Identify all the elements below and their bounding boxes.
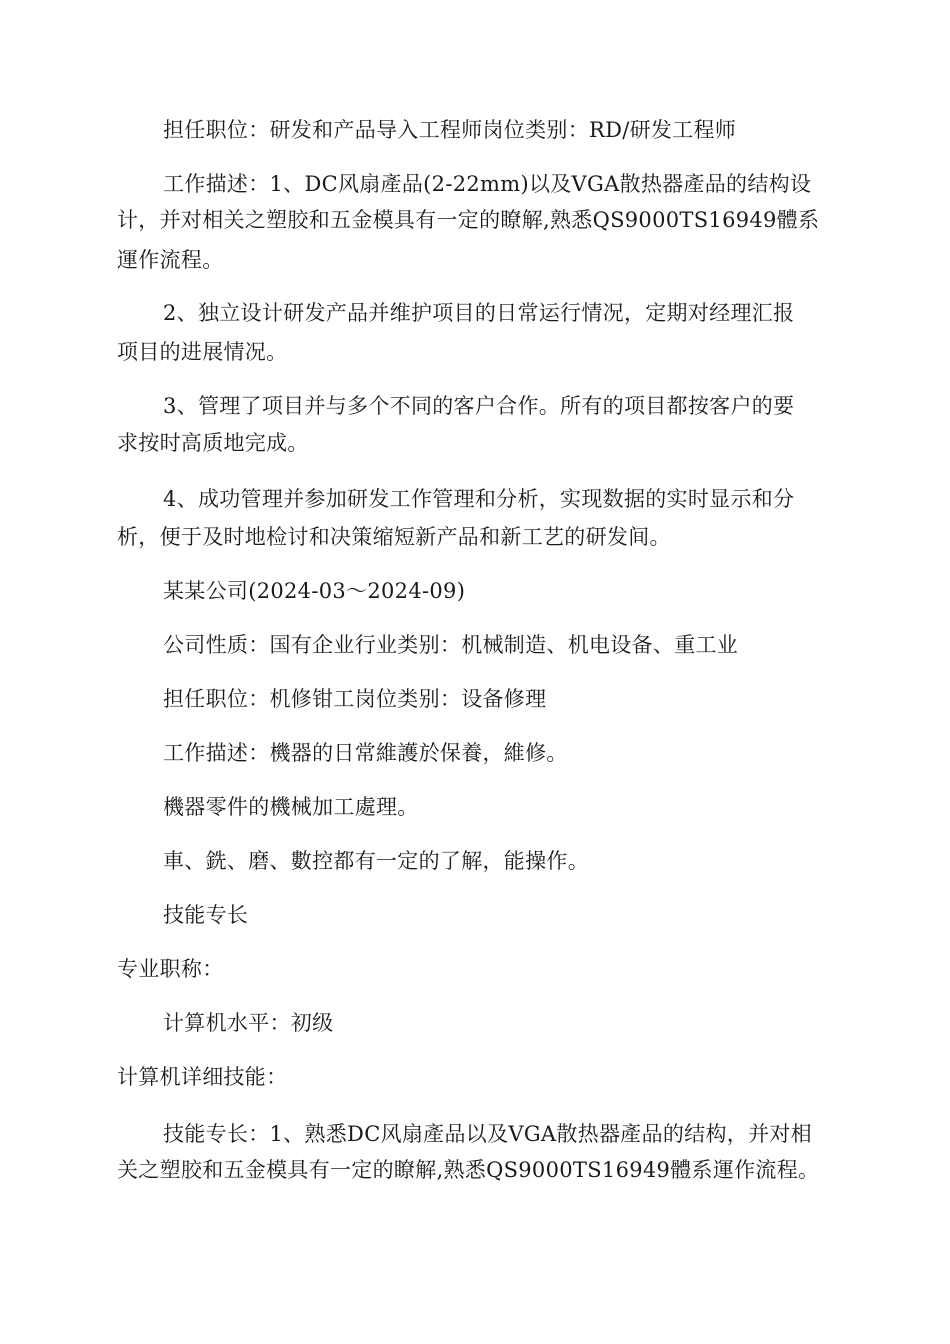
job-position-line-2: 担任职位：机修钳工岗位类别：设备修理 — [163, 687, 547, 711]
job-position-line: 担任职位：研发和产品导入工程师岗位类别：RD/研发工程师 — [163, 118, 737, 142]
professional-title-line: 专业职称： — [117, 957, 224, 981]
duty-2-line-2: 项目的进展情况。 — [117, 340, 288, 364]
job-description-line-2: 计，并对相关之塑胶和五金模具有一定的瞭解,熟悉QS9000TS16949體系 — [117, 208, 820, 232]
job-description-line-1: 工作描述：1、DC风扇產品(2-22mm)以及VGA散热器產品的结构设 — [163, 172, 812, 196]
duty-4-line-2: 析，便于及时地检讨和决策缩短新产品和新工艺的研发间。 — [117, 525, 671, 549]
company-line: 某某公司(2024-03～2024-09) — [163, 579, 466, 603]
computer-level-line: 计算机水平：初级 — [163, 1011, 334, 1035]
duty-2-line-1: 2、独立设计研发产品并维护项目的日常运行情况，定期对经理汇报 — [163, 301, 795, 325]
job-description-line-3: 運作流程。 — [117, 248, 224, 272]
machining-line: 機器零件的機械加工處理。 — [163, 795, 419, 819]
skills-detail-line-2: 关之塑胶和五金模具有一定的瞭解,熟悉QS9000TS16949體系運作流程。 — [117, 1158, 820, 1182]
duty-3-line-1: 3、管理了项目并与多个不同的客户合作。所有的项目都按客户的要 — [163, 394, 795, 418]
computer-skills-line: 计算机详细技能： — [117, 1065, 288, 1089]
duty-3-line-2: 求按时高质地完成。 — [117, 431, 309, 455]
duty-4-line-1: 4、成功管理并参加研发工作管理和分析，实现数据的实时显示和分 — [163, 487, 795, 511]
skills-heading: 技能专长 — [163, 903, 249, 927]
company-nature-line: 公司性质：国有企业行业类别：机械制造、机电设备、重工业 — [163, 633, 739, 657]
skills-detail-line-1: 技能专长：1、熟悉DC风扇產品以及VGA散热器產品的结构，并对相 — [163, 1122, 812, 1146]
job-description-line-4: 工作描述：機器的日常維護於保養，維修。 — [163, 741, 568, 765]
operations-line: 車、銑、磨、數控都有一定的了解，能操作。 — [163, 849, 589, 873]
